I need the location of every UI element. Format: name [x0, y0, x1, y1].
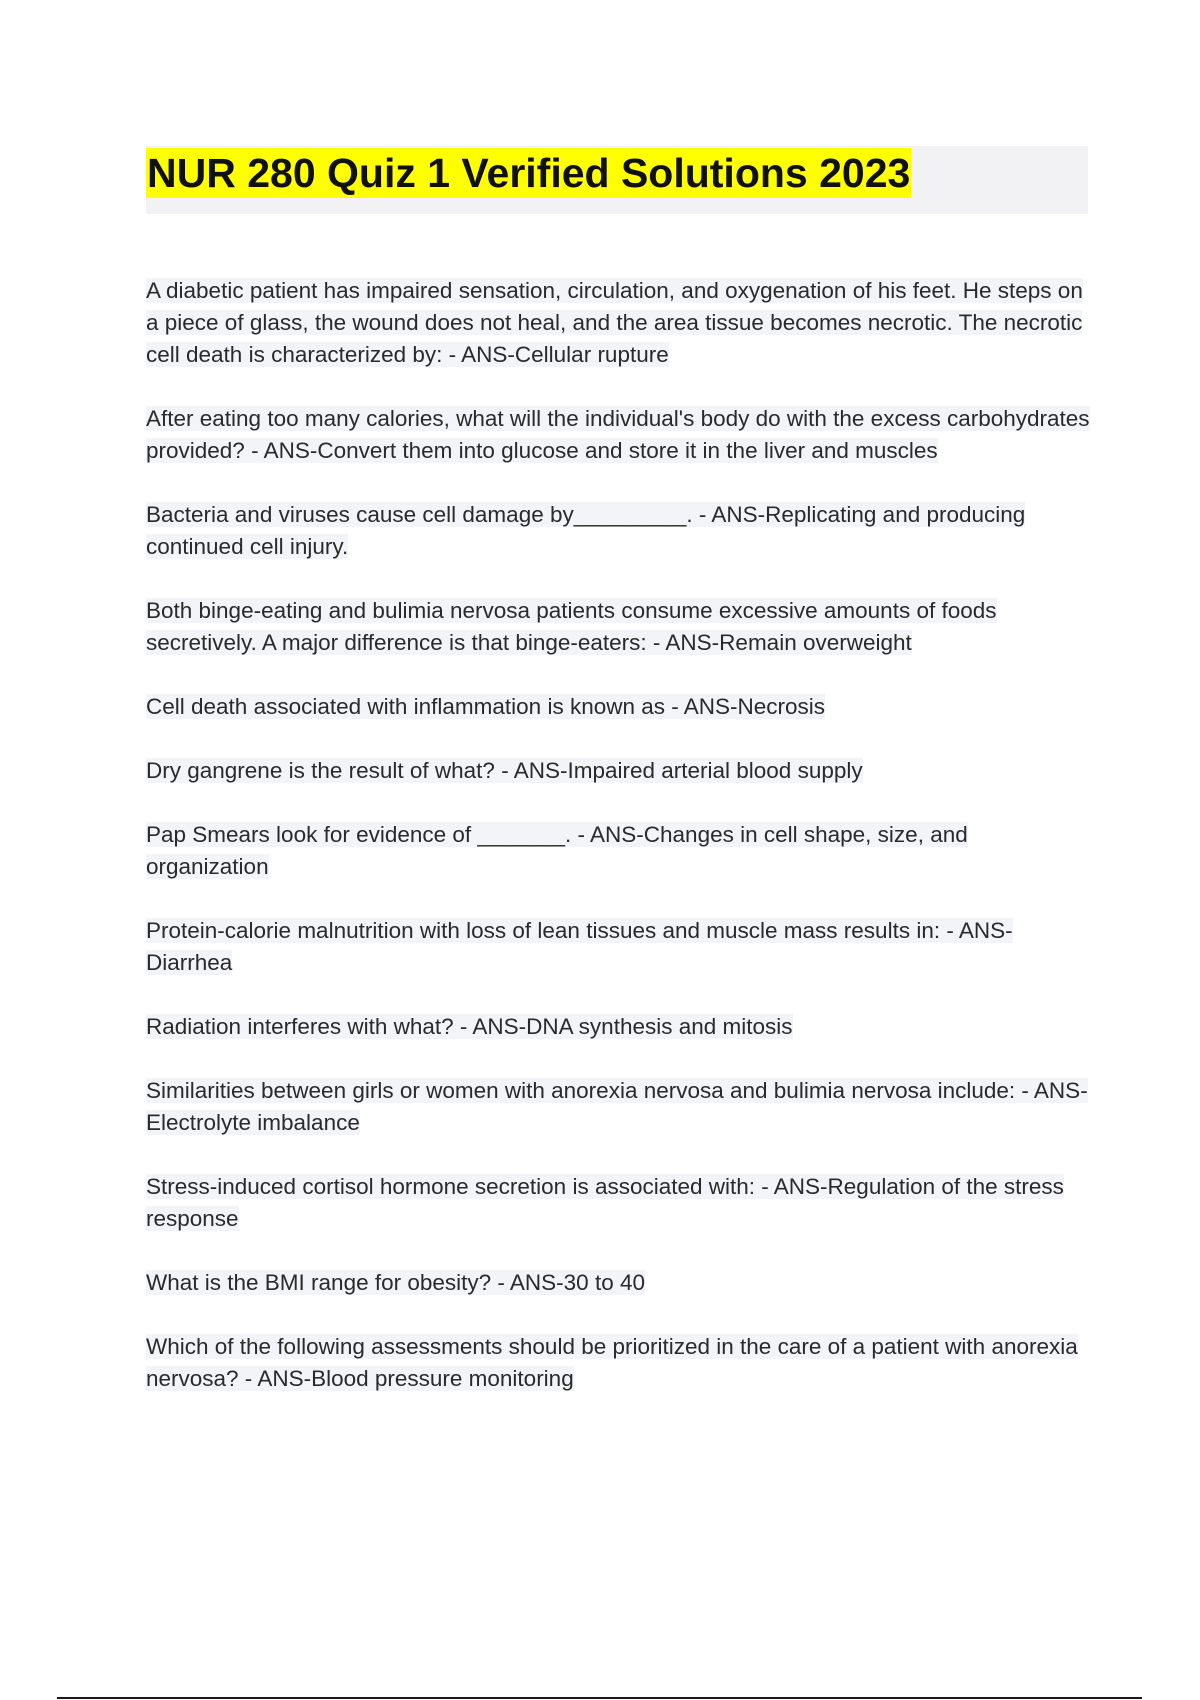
qa-text: Dry gangrene is the result of what? - ANS-Impaired arterial blood supply: [146, 758, 863, 783]
qa-item: [146, 1267, 1091, 1299]
qa-text: Similarities between girls or women with anorexia nervosa and bulimia nervosa include: - ANS-Electrolyte imbalance: [146, 1078, 1088, 1135]
qa-text: Which of the following assessments should be prioritized in the care of a patient with anorexia nervosa? - ANS-Blood pressure monitoring: [146, 1334, 1078, 1391]
qa-list: [146, 275, 1091, 1427]
qa-item: [146, 819, 1091, 883]
qa-item: [146, 1171, 1091, 1235]
qa-text: Cell death associated with inflammation is known as - ANS-Necrosis: [146, 694, 826, 719]
qa-text: What is the BMI range for obesity? - ANS-30 to 40: [146, 1270, 645, 1295]
qa-item: [146, 691, 1091, 723]
qa-item: [146, 275, 1091, 371]
qa-text: Radiation interferes with what? - ANS-DNA synthesis and mitosis: [146, 1014, 793, 1039]
qa-item: [146, 1011, 1091, 1043]
qa-text: Bacteria and viruses cause cell damage by_________. - ANS-Replicating and producing continued cell injury.: [146, 502, 1026, 559]
qa-text: A diabetic patient has impaired sensation, circulation, and oxygenation of his feet. He steps on a piece of glass, the wound does not heal, and the area tissue becomes necrotic. The necrotic cell death is characterized by: - ANS-Cellular rupture: [146, 278, 1083, 367]
qa-item: [146, 915, 1091, 979]
document-title: NUR 280 Quiz 1 Verified Solutions 2023: [147, 150, 911, 196]
qa-text: Both binge-eating and bulimia nervosa patients consume excessive amounts of foods secretively. A major difference is that binge-eaters: - ANS-Remain overweight: [146, 598, 997, 655]
bottom-rule: [57, 1697, 1142, 1699]
qa-item: [146, 499, 1091, 563]
qa-item: [146, 595, 1091, 659]
qa-text: Stress-induced cortisol hormone secretion is associated with: - ANS-Regulation of the stress response: [146, 1174, 1064, 1231]
qa-text: Pap Smears look for evidence of _______. - ANS-Changes in cell shape, size, and organization: [146, 822, 968, 879]
qa-text: Protein-calorie malnutrition with loss of lean tissues and muscle mass results in: - ANS-Diarrhea: [146, 918, 1013, 975]
qa-item: [146, 755, 1091, 787]
qa-item: [146, 1075, 1091, 1139]
qa-item: [146, 403, 1091, 467]
qa-text: After eating too many calories, what will the individual's body do with the excess carbohydrates provided? - ANS-Convert them into glucose and store it in the liver and muscles: [146, 406, 1090, 463]
qa-item: [146, 1331, 1091, 1395]
